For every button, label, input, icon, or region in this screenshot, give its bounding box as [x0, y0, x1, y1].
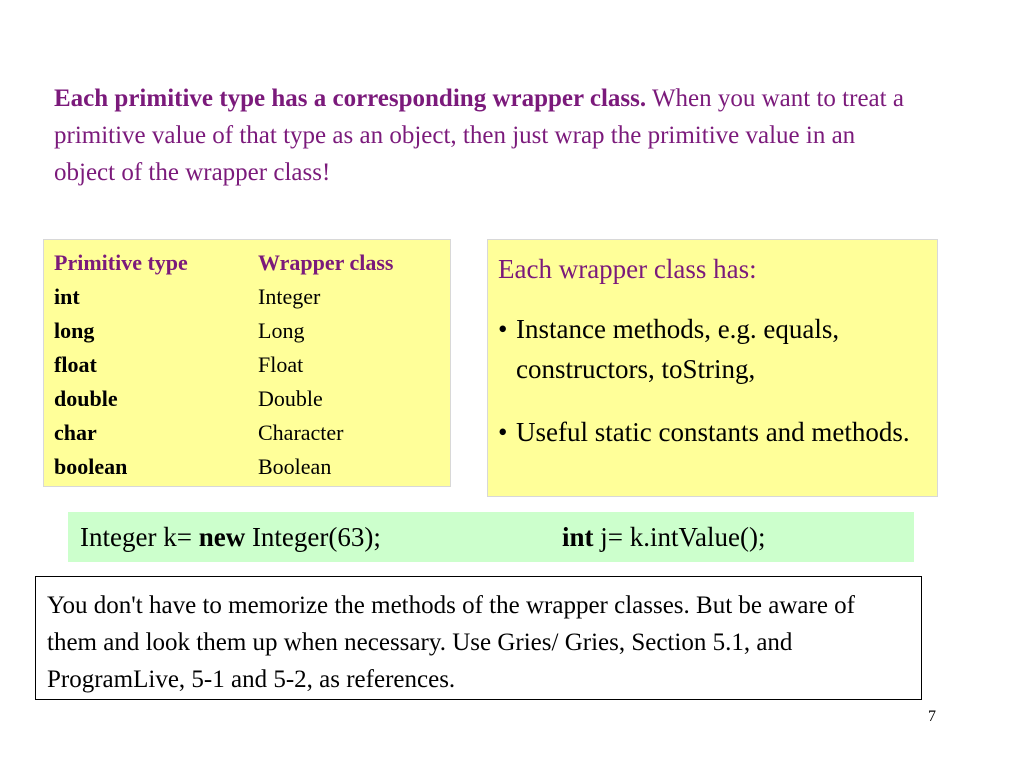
bullet-marker: •: [498, 314, 508, 344]
wrapper-name: Boolean: [258, 454, 332, 479]
wrapper-table: [43, 239, 451, 487]
wrapper-features-box: [487, 239, 938, 497]
features-title: Each wrapper class has:: [498, 254, 757, 284]
wrapper-name: Character: [258, 420, 344, 445]
wrapper-name: Double: [258, 386, 323, 411]
table-row: [44, 352, 450, 386]
code-unboxing: [562, 512, 765, 562]
note-box: You don't have to memorize the methods of the wrapper classes. But be aware of them and look them up when necessary. Use Gries/ Gries, Section 5.1, and ProgramLive, 5-1 and 5-2, as references.: [35, 576, 922, 700]
table-row: [44, 386, 450, 420]
page-number: 7: [928, 708, 936, 725]
intro-rest: When you want to treat a primitive value of that type as an object, then just wrap the primitive value in an object of the wrapper class!: [54, 85, 904, 186]
primitive-name: int: [54, 284, 80, 309]
table-row: [44, 318, 450, 352]
wrapper-name: Float: [258, 352, 304, 377]
intro-paragraph: [54, 80, 904, 191]
wrapper-name: Integer: [258, 284, 321, 309]
keyword-new: new: [198, 522, 246, 552]
primitive-name: float: [54, 352, 97, 377]
primitive-name: boolean: [54, 454, 128, 479]
bullet-text: Useful static constants and methods.: [516, 417, 910, 447]
bullet-text: Instance methods, e.g. equals, constructors, toString,: [516, 314, 840, 384]
code-example: [68, 512, 914, 562]
keyword-int: int: [562, 522, 594, 552]
code-text: Integer k=: [80, 522, 199, 552]
code-text: j= k.intValue();: [593, 522, 766, 552]
bullet-marker: •: [498, 417, 508, 447]
table-row: [44, 454, 450, 488]
wrapper-name: Long: [258, 318, 305, 343]
primitive-name: double: [54, 386, 118, 411]
header-primitive-type: Primitive type: [54, 250, 188, 275]
table-row: [44, 284, 450, 318]
code-text: Integer(63);: [245, 522, 381, 552]
table-row: [44, 420, 450, 454]
primitive-name: long: [54, 318, 95, 343]
header-wrapper-class: Wrapper class: [258, 250, 394, 275]
primitive-name: char: [54, 420, 97, 445]
code-boxing: [80, 512, 381, 562]
intro-bold-sentence: Each primitive type has a corresponding wrapper class.: [54, 85, 647, 112]
